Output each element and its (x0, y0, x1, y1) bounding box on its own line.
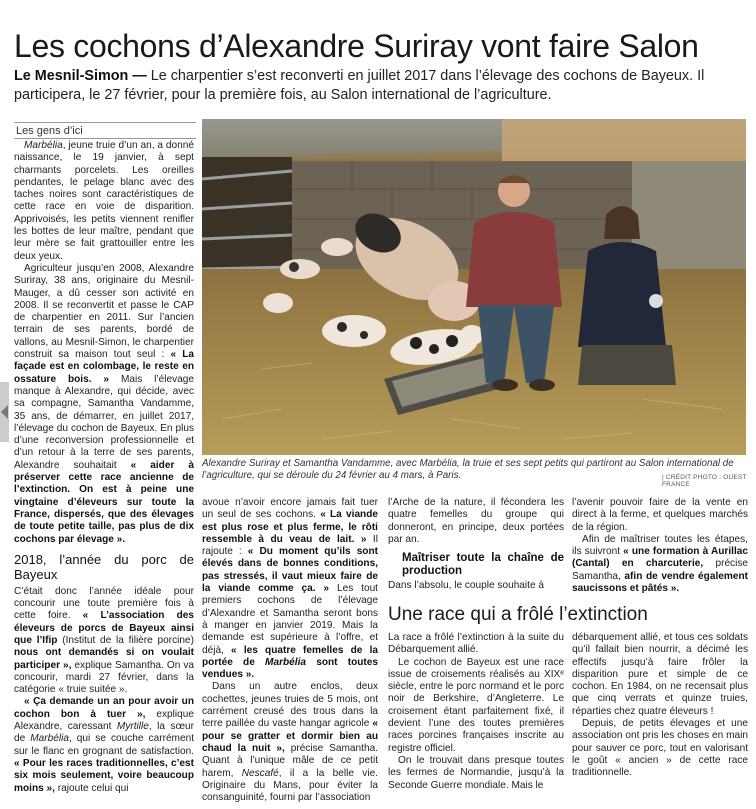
col1-p4d: , la sœur de (14, 721, 194, 745)
col1-p3e: explique Samantha. On va concourir, mardi 27 février, dans la catégorie « truie suitée ». (14, 659, 194, 696)
barn-scene-image (202, 119, 746, 455)
col1-quote-3b: nous ont demandés si on voulait participer », (14, 647, 194, 671)
col1-p2c: Mais l’élevage manque à Alexandre, qui décide, avec sa compagne, Samantha Vandamme, 35 ans, de démarrer, en juillet 2017, l’élevage du cochon de Bayeux. En plus d’une reconversion professionnelle et d’un retour à la terre de ses parents, Alexandre souhaitait (14, 373, 194, 471)
box-left-p3: On le trouvait dans presque toutes les fermes de Normandie, jusqu’à la Seconde Guerre mondiale. Mais le (388, 754, 564, 791)
col2-nescafe: Nescafé (241, 767, 279, 779)
col2-marbelia: Marbélia (265, 656, 306, 668)
col1-quote-2: « aider à préserver cette race ancienne de l’extinction. On est à peine une vingtaine d’éleveurs sur toute la France, dispersés, que des élevages de toute petite taille, pas plus de dix cochons par élevage ». (14, 459, 194, 545)
col1-p3c: (Institut de la filière porcine) (57, 634, 194, 646)
headline: Les cochons d’Alexandre Suriray vont faire Salon (14, 28, 699, 64)
col1-p2a: Agriculteur jusqu’en 2008, Alexandre Suriray, 38 ans, originaire du Mesnil-Mauger, a dû cesser son activité en 2008. Il se reconvertit et passe le CAP de charpentier en 2011. Sur l’ancien terrain de ses parents, bordé de vallons, au Mesnil-Simon, le charpentier construit sa maison tout seul : (14, 262, 194, 361)
col3-p2: Dans l’absolu, le couple souhaite à (388, 580, 544, 592)
box-right-column (572, 632, 748, 780)
box-right-p1: débarquement allié, et tous ces soldats qu’il fallait bien nourrir, a décimé les effectifs jusqu’à faire frôler la disparition pure et simple de ce cochon. En 1984, on ne recensait plus que cinq verrats et quinze truies, réparties chez quatre éleveurs ! (572, 632, 748, 717)
col1-quote-3: « L’association des éleveurs de porcs de Bayeux ainsi que l’Ifip (14, 610, 194, 646)
box-left-p2: Le cochon de Bayeux est une race issue de croisements réalisés au XIXᵉ siècle, entre le porc normand et le porc noir de Berkshire, d’Angleterre. Le croisement étant parfaitement fixé, il devient l’une des toutes premières races porcines françaises inscrite au registre officiel. (388, 656, 564, 754)
box-right-p2: Depuis, de petits élevages et une association ont pris les choses en main pour sauver ce porc, tout en valorisant le goût « ancien » de cette race traditionnelle. (572, 718, 748, 779)
col1-myrtille: Myrtille (116, 721, 149, 733)
col1-subhead: 2018, l’année du porc de Bayeux (14, 551, 194, 582)
col3-subhead: Maîtriser toute la chaîne de production (402, 552, 564, 578)
column-4 (572, 497, 748, 595)
col2-p2c: précise Samantha. Quant à l’unique mâle de ce petit harem, (202, 742, 378, 779)
col1-name: Marbélia (24, 140, 63, 151)
col4-p2a: Afin de maîtriser toutes les étapes, ils suivront (572, 533, 748, 558)
column-1 (14, 140, 194, 795)
photo-caption: Alexandre Suriray et Samantha Vandamme, avec Marbélia, la truie et ses sept petits qui partiront au Salon international de l’agriculture, qui se déroule du 24 février au 4 mars, à Paris. (202, 458, 734, 482)
col1-quote-1: « La façade est en colombage, le reste en ossature bois. » (14, 349, 194, 385)
col2-p1e: Les tout premiers cochons de l’élevage d’Alexandre et Samantha seront bons à manger en janvier 2019. Mais la demande est supérieure à l’offre, et déjà, (202, 583, 378, 656)
col2-quote-3b: sont toutes vendues ». (202, 656, 378, 681)
col2-quote-2: « Du moment qu’ils sont élevés dans de bonnes conditions, pas stressés, il vaut mieux faire de la viande comme ça. » (202, 546, 378, 595)
col2-p2e: , il a la belle vie. Originaire du Mans, pour éviter la consanguinité, fourni par l’association (202, 767, 378, 804)
lead-paragraph (14, 67, 744, 105)
photo-credit: | CRÉDIT PHOTO : OUEST FRANCE (662, 474, 747, 488)
col1-p3a: C’était donc l’année idéale pour concourir une toute première fois à cette foire. (14, 585, 194, 622)
col3-p1: l’Arche de la nature, il fécondera les quatre femelles du groupe qui donneront, en principe, deux portées par an. (388, 497, 564, 545)
box-title: Une race qui a frôlé l’extinction (388, 604, 648, 625)
col1-quote-4: « Ça demande un an pour avoir un cochon bon à tuer », (14, 696, 194, 720)
box-left-column (388, 632, 564, 792)
col4-quote-1: « une formation à Aurillac (Cantal) en charcuterie, (572, 546, 748, 570)
col1-quote-5: « Pour les races traditionnelles, c’est six mois seulement, voire beaucoup moins », (14, 757, 194, 794)
col2-p1a: avoue n’avoir encore jamais fait tuer un seul de ses cochons. (202, 497, 378, 521)
col2-quote-1: « La viande est plus rose et plus ferme, le rôti ressemble à du veau de lait. » (202, 509, 378, 545)
col2-quote-3: « les quatre femelles de la portée de (202, 644, 378, 668)
col1-p4b: explique Alexandre, caressant (14, 708, 194, 733)
prev-page-arrow-icon[interactable] (1, 405, 8, 419)
col1-p4h: rajoute celui qui (54, 782, 129, 794)
col2-p2: Dans un autre enclos, deux cochettes, jeunes truies de 5 mois, ont carrément creusé des trous dans la terre paillée du vaste hangar agricole (202, 681, 378, 730)
col4-p1: l’avenir pouvoir faire de la vente en direct à la ferme, et quelques marchés de la région. (572, 497, 748, 533)
column-2 (202, 497, 378, 804)
col2-quote-4: « pour se gratter et dormir bien au chaud la nuit », (202, 718, 378, 754)
col1-marbelia: Marbélia (30, 733, 69, 745)
col4-quote-2: afin de vendre également saucissons et pâtés ». (572, 570, 748, 595)
col2-p1c: Il rajoute : (202, 533, 378, 558)
lead-text: Le charpentier s’est reconverti en juillet 2017 dans l’élevage des cochons de Bayeux. Il participera, le 27 février, pour la première fois, au Salon international de l’agriculture. (14, 68, 705, 103)
col1-p4f: , qui se couche carrément sur le flanc en grognant de satisfaction. (14, 733, 194, 757)
column-3 (388, 497, 564, 592)
box-left-p1: La race a frôlé l’extinction à la suite du Débarquement allié. (388, 632, 564, 656)
section-label: Les gens d’ici (14, 122, 196, 139)
col1-p1: , jeune truie d’un an, a donné naissance, le 19 janvier, à sept charmants porcelets. Les oreilles pendantes, le pelage blanc avec des taches noires sont caractéristiques de cette race en voie de disparition. Apprivoisés, les petits viennent renifler les bottes de leur maître, pendant que leur mère se fait grattouiller entre les deux yeux. (14, 140, 194, 262)
lead-place: Le Mesnil-Simon — (14, 68, 147, 84)
col4-p2c: précise Samantha, (572, 558, 749, 582)
article-photo (202, 119, 746, 455)
